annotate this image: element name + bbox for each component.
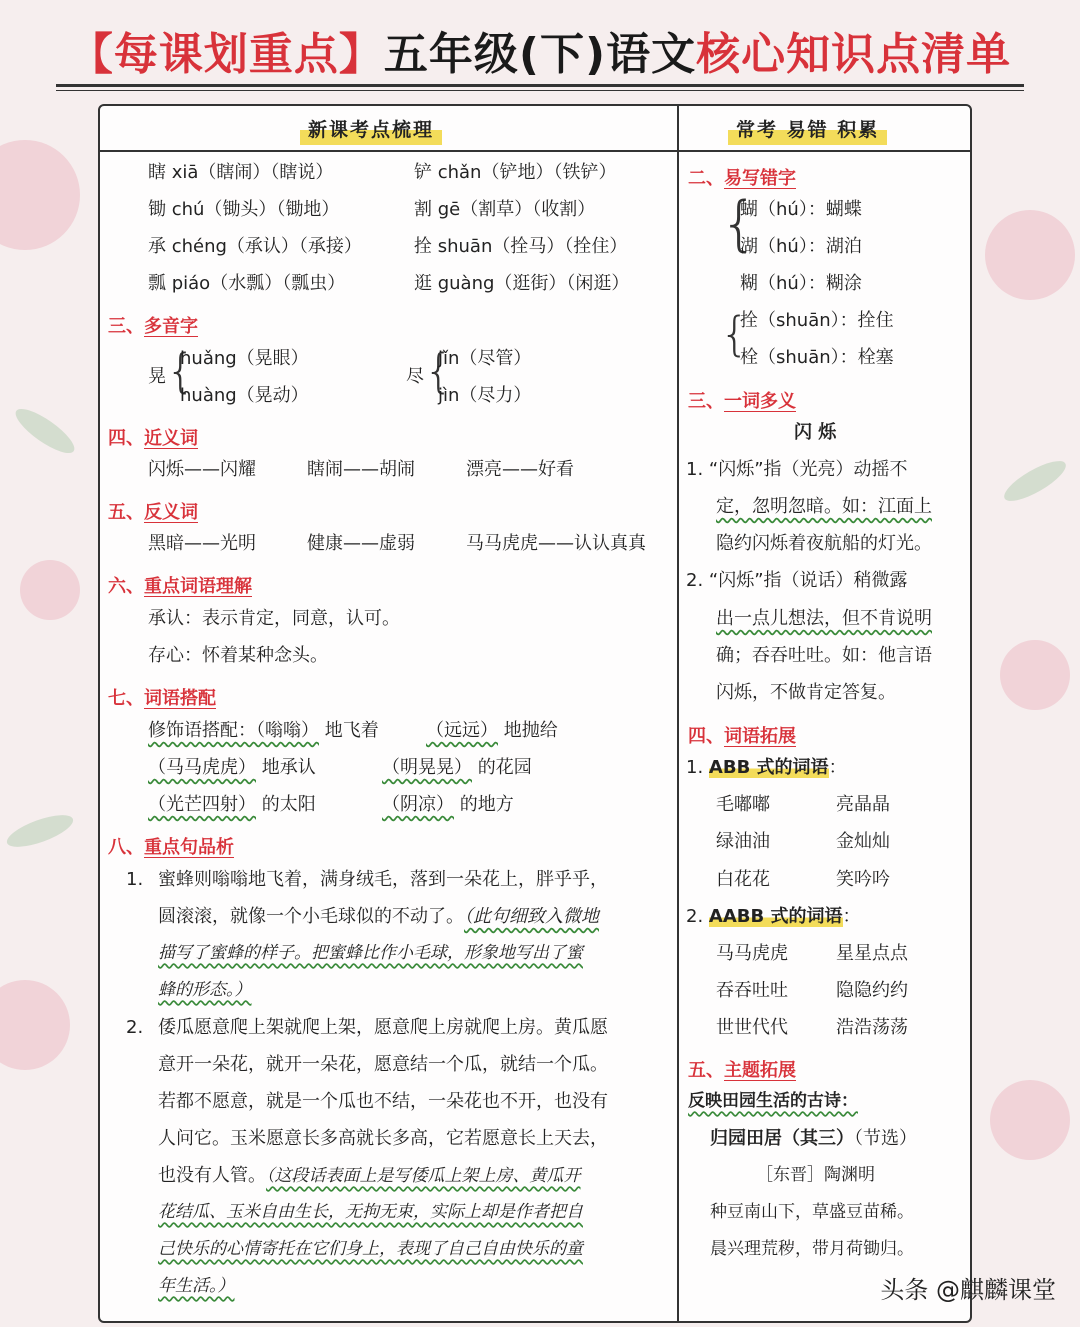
right-section-heading-4: 四、词语拓展 <box>688 726 796 747</box>
item-number: 2. <box>126 1017 144 1038</box>
poly-reading: huǎng（晃眼） <box>180 348 309 369</box>
poly-char: 晃 <box>148 366 166 387</box>
sub-heading: 1. ABB 式的词语： <box>686 757 847 778</box>
blossom-decor <box>0 140 80 250</box>
poly-reading: jǐn（尽管） <box>438 348 532 369</box>
char-entry: 瓢 piáo（水瓢）（瓢虫） <box>148 273 346 294</box>
collocation-row: （马马虎虎） 地承认 <box>148 757 316 778</box>
column-divider <box>677 106 679 1321</box>
char-entry: 铲 chǎn（铲地）（铁铲） <box>414 162 617 183</box>
page-title <box>0 18 1080 82</box>
collocation-row: （明晃晃） 的花园 <box>382 757 532 778</box>
sentence-line: 倭瓜愿意爬上架就爬上架，愿意爬上房就爬上房。黄瓜愿 <box>158 1017 608 1038</box>
char-entry: 承 chéng（承认）（承接） <box>148 236 362 257</box>
meaning-line: 确；吞吞吐吐。如：他言语 <box>716 645 932 666</box>
word-item: 吞吞吐吐 <box>716 980 788 1001</box>
word-item: 毛嘟嘟 <box>716 794 770 815</box>
collocation-row: （远远） 地抛给 <box>426 720 558 741</box>
meaning-line: 闪烁，不做肯定答复。 <box>716 682 896 703</box>
collocation-row: （阴凉） 的地方 <box>382 794 514 815</box>
section-heading-3: 三、多音字 <box>108 316 198 337</box>
analysis-line: 花结瓜、玉米自由生长，无拘无束，实际上却是作者把自 <box>158 1202 583 1222</box>
poem-title: 归园田居（其三）（节选） <box>710 1128 917 1149</box>
sentence-line: 人问它。玉米愿意长多高就长多高，它若愿意长上天去， <box>158 1128 608 1149</box>
char-entry: 逛 guàng（逛街）（闲逛） <box>414 273 630 294</box>
synonym-pair: 闪烁——闪耀 <box>148 459 256 480</box>
char-entry: 割 gē（割草）（收割） <box>414 199 596 220</box>
blossom-decor <box>1000 640 1070 710</box>
section-heading-6: 六、重点词语理解 <box>108 576 252 597</box>
right-section-heading-3: 三、一词多义 <box>688 391 796 412</box>
char-entry: 锄 chú（锄头）（锄地） <box>148 199 340 220</box>
word-item: 马马虎虎 <box>716 943 788 964</box>
leaf-decor <box>10 402 80 460</box>
brace-icon: { <box>720 189 759 259</box>
definition-line: 存心：怀着某种念头。 <box>148 645 328 666</box>
poem-author: ［东晋］陶渊明 <box>756 1165 875 1185</box>
word-item: 世世代代 <box>716 1017 788 1038</box>
meaning-line: 隐约闪烁着夜航船的灯光。 <box>716 533 932 554</box>
word-item: 星星点点 <box>836 943 908 964</box>
poly-char: 尽 <box>406 366 424 387</box>
typo-entry: 栓（shuān）：栓塞 <box>740 347 894 368</box>
header-rule <box>100 150 970 152</box>
title-core: 核心知识点清单 <box>696 29 1012 80</box>
meaning-line: 出一点儿想法，但不肯说明 <box>716 608 932 629</box>
typo-entry: 糊（hú）：糊涂 <box>740 273 862 294</box>
word-item: 绿油油 <box>716 831 770 852</box>
analysis-line: 年生活。） <box>158 1276 235 1296</box>
poly-reading: jìn（尽力） <box>438 385 532 406</box>
analysis-line: 蜂的形态。） <box>158 980 252 1000</box>
blossom-decor <box>985 210 1075 300</box>
title-rule <box>56 84 1024 87</box>
brace-icon: { <box>166 344 196 398</box>
meaning-line: 定，忽明忽暗。如：江面上 <box>716 496 932 517</box>
typo-entry: 湖（hú）：湖泊 <box>740 236 862 257</box>
polysemy-word: 闪 烁 <box>794 422 837 443</box>
word-item: 白花花 <box>716 869 770 890</box>
collocation-row: 修饰语搭配：（嗡嗡） 地飞着 <box>148 720 379 741</box>
section-heading-8: 八、重点句品析 <box>108 837 234 858</box>
blossom-decor <box>20 560 80 620</box>
collocation-row: （光芒四射） 的太阳 <box>148 794 316 815</box>
blossom-decor <box>990 1080 1070 1160</box>
word-item: 浩浩荡荡 <box>836 1017 908 1038</box>
sentence-line: 圆滚滚，就像一个小毛球似的不动了。（此句细致入微地 <box>158 906 599 927</box>
leaf-decor <box>999 454 1071 508</box>
poly-reading: huàng（晃动） <box>180 385 309 406</box>
watermark: 头条 @麒麟课堂 <box>880 1276 1056 1304</box>
meaning-line: 1. “闪烁”指（光亮）动摇不 <box>686 459 908 480</box>
brace-icon: { <box>424 344 454 398</box>
sentence-line: 意开一朵花，就开一朵花，愿意结一个瓜，就结一个瓜。 <box>158 1054 608 1075</box>
title-grade: 五年级(下)语文 <box>383 29 697 80</box>
meaning-line: 2. “闪烁”指（说话）稍微露 <box>686 570 908 591</box>
section-heading-5: 五、反义词 <box>108 502 198 523</box>
synonym-pair: 瞎闹——胡闹 <box>307 459 415 480</box>
title-bracket: 【每课划重点】 <box>68 29 384 80</box>
sentence-line: 若都不愿意，就是一个瓜也不结，一朵花也不开，也没有 <box>158 1091 608 1112</box>
word-item: 亮晶晶 <box>836 794 890 815</box>
content-frame <box>98 104 972 1323</box>
antonym-pair: 马马虎虎——认认真真 <box>466 533 646 554</box>
antonym-pair: 黑暗——光明 <box>148 533 256 554</box>
leaf-decor <box>3 809 76 854</box>
definition-line: 承认：表示肯定，同意，认可。 <box>148 608 400 629</box>
section-heading-7: 七、词语搭配 <box>108 688 216 709</box>
analysis-line: 己快乐的心情寄托在它们身上，表现了自己自由快乐的童 <box>158 1239 583 1259</box>
brace-icon: { <box>720 307 750 361</box>
left-header: 新课考点梳理 <box>300 112 442 145</box>
synonym-pair: 漂亮——好看 <box>466 459 574 480</box>
poem-lead: 反映田园生活的古诗： <box>688 1091 858 1111</box>
antonym-pair: 健康——虚弱 <box>307 533 415 554</box>
sub-heading: 2. AABB 式的词语： <box>686 906 861 927</box>
right-section-heading-5: 五、主题拓展 <box>688 1060 796 1081</box>
analysis-line: 描写了蜜蜂的样子。把蜜蜂比作小毛球，形象地写出了蜜 <box>158 943 583 963</box>
right-header: 常考 易错 积累 <box>728 112 887 145</box>
sentence-line: 蜜蜂则嗡嗡地飞着，满身绒毛，落到一朵花上，胖乎乎， <box>158 869 608 890</box>
right-section-heading-2: 二、易写错字 <box>688 168 796 189</box>
char-entry: 拴 shuān（拴马）（拴住） <box>414 236 628 257</box>
typo-entry: 蝴（hú）：蝴蝶 <box>740 199 862 220</box>
typo-entry: 拴（shuān）：拴住 <box>740 310 894 331</box>
word-item: 笑吟吟 <box>836 869 890 890</box>
sentence-line: 也没有人管。（这段话表面上是写倭瓜上架上房、黄瓜开 <box>158 1165 581 1186</box>
poem-line: 种豆南山下，草盛豆苗稀。 <box>710 1202 914 1222</box>
title-rule-thin <box>56 90 1024 91</box>
item-number: 1. <box>126 869 144 890</box>
word-item: 金灿灿 <box>836 831 890 852</box>
poem-line: 晨兴理荒秽，带月荷锄归。 <box>710 1239 914 1259</box>
char-entry: 瞎 xiā（瞎闹）（瞎说） <box>148 162 334 183</box>
blossom-decor <box>0 980 70 1070</box>
word-item: 隐隐约约 <box>836 980 908 1001</box>
section-heading-4: 四、近义词 <box>108 428 198 449</box>
